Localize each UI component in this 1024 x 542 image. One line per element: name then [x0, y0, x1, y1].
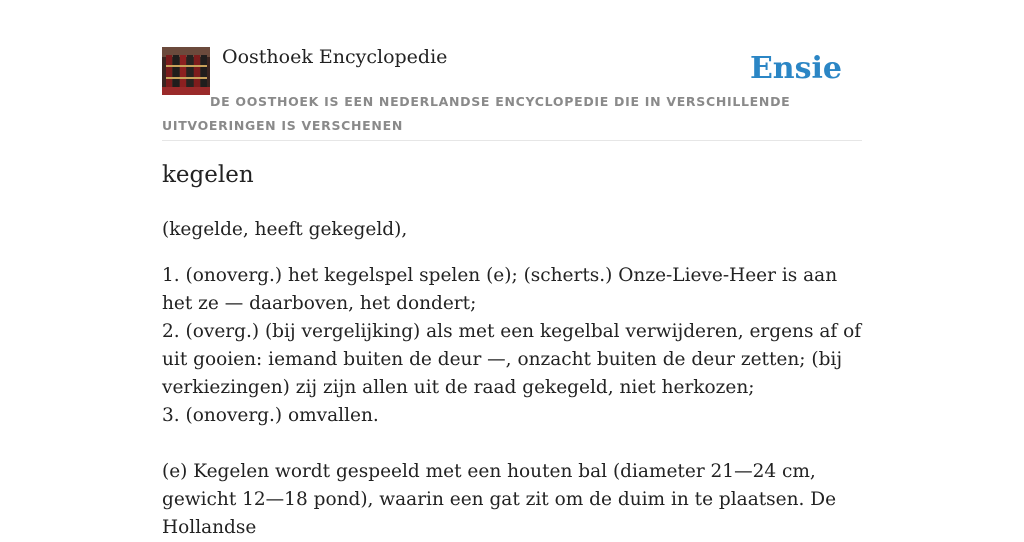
paragraph-gap [162, 430, 862, 458]
encyclopedia-books-icon[interactable] [162, 47, 210, 95]
entry-note: (e) Kegelen wordt gespeeld met een houten bal (diameter 21—24 cm, gewicht 12—18 pond), waarin een gat zit om de duim in te plaatsen. De Hollandse [162, 461, 837, 538]
page [162, 0, 862, 538]
entry-forms: (kegelde, heeft gekegeld), [162, 219, 408, 240]
entry-title: kegelen [162, 162, 254, 188]
definition-2: 2. (overg.) (bij vergelijking) als met een kegelbal verwijderen, ergens af of uit gooien: iemand buiten de deur —, onzacht buiten de deur zetten; (bij verkiezingen) zij zijn allen uit de raad gekegeld, niet herkozen; [162, 321, 862, 398]
ensie-logo-link[interactable]: Ensie [749, 51, 842, 86]
site-title[interactable]: Oosthoek Encyclopedie [222, 46, 448, 68]
entry-definitions [162, 262, 862, 542]
definition-1: 1. (onoverg.) het kegelspel spelen (e); (scherts.) Onze-Lieve-Heer is aan het ze — daarboven, het dondert; [162, 265, 838, 314]
definition-3: 3. (onoverg.) omvallen. [162, 405, 379, 426]
site-header [162, 0, 862, 141]
site-tagline: DE OOSTHOEK IS EEN NEDERLANDSE ENCYCLOPEDIE DIE IN VERSCHILLENDE UITVOERINGEN IS VERSCHENEN [162, 94, 791, 133]
